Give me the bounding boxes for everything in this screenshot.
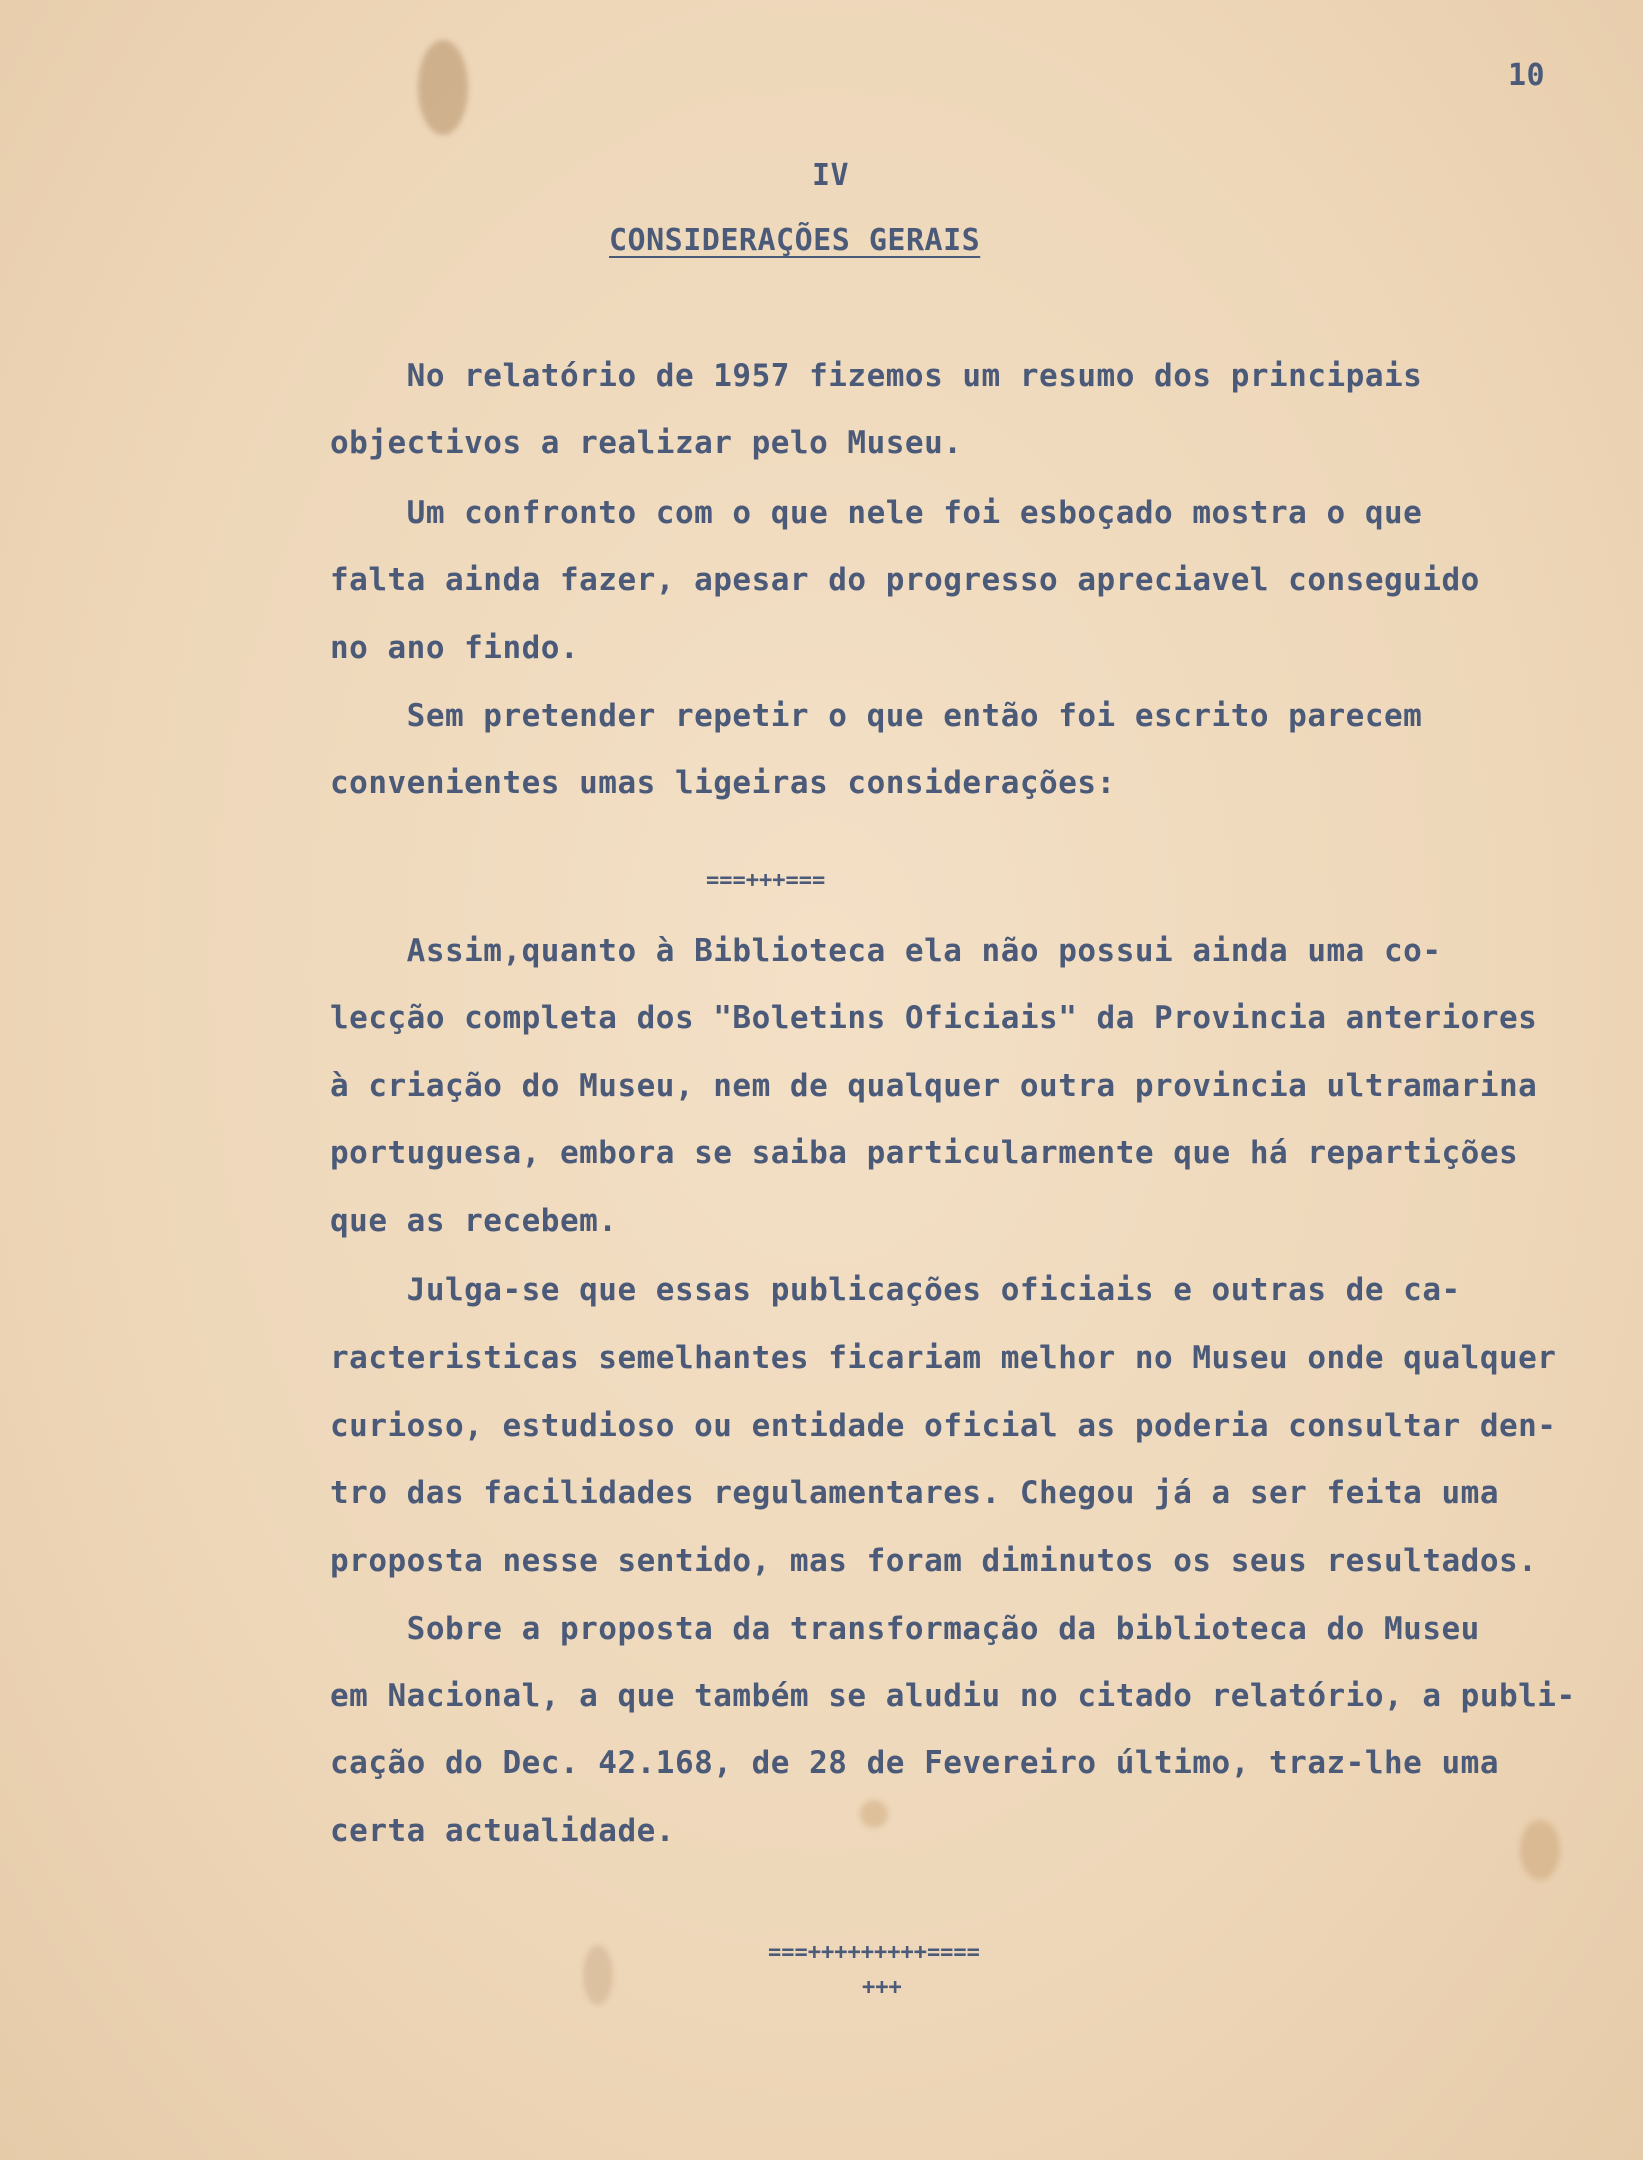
text-line: em Nacional, a que também se aludiu no citado relatório, a publi- xyxy=(330,1678,1576,1714)
text-line: lecção completa dos "Boletins Oficiais" da Provincia anteriores xyxy=(330,1000,1538,1036)
text-line: Julga-se que essas publicações oficiais e outras de ca- xyxy=(330,1272,1461,1308)
text-line: proposta nesse sentido, mas foram diminutos os seus resultados. xyxy=(330,1543,1538,1579)
text-line: certa actualidade. xyxy=(330,1813,675,1849)
stain-mark xyxy=(583,1945,613,2005)
text-line: objectivos a realizar pelo Museu. xyxy=(330,425,963,461)
stain-mark xyxy=(418,40,468,135)
text-line: à criação do Museu, nem de qualquer outra provincia ultramarina xyxy=(330,1068,1538,1104)
text-line: Sem pretender repetir o que então foi escrito parecem xyxy=(330,698,1423,734)
text-line: tro das facilidades regulamentares. Chegou já a ser feita uma xyxy=(330,1475,1499,1511)
text-line: falta ainda fazer, apesar do progresso apreciavel conseguido xyxy=(330,562,1480,598)
text-line: curioso, estudioso ou entidade oficial as poderia consultar den- xyxy=(330,1408,1557,1444)
page-number: 10 xyxy=(1508,58,1546,93)
text-line: Assim,quanto à Biblioteca ela não possui ainda uma co- xyxy=(330,933,1442,969)
text-line: cação do Dec. 42.168, de 28 de Fevereiro último, traz-lhe uma xyxy=(330,1745,1499,1781)
stain-mark xyxy=(1520,1820,1560,1880)
section-numeral: IV xyxy=(812,158,850,193)
section-heading: CONSIDERAÇÕES GERAIS xyxy=(609,223,981,258)
text-line: racteristicas semelhantes ficariam melhor no Museu onde qualquer xyxy=(330,1340,1557,1376)
text-line: que as recebem. xyxy=(330,1203,618,1239)
stain-mark xyxy=(860,1800,888,1828)
text-line: Um confronto com o que nele foi esboçado mostra o que xyxy=(330,495,1423,531)
text-line: no ano findo. xyxy=(330,630,580,666)
separator-end-1: ===+++++++++==== xyxy=(768,1940,980,1965)
separator-end-2: +++ xyxy=(862,1975,902,2000)
text-line: convenientes umas ligeiras considerações: xyxy=(330,765,1116,801)
text-line: Sobre a proposta da transformação da biblioteca do Museu xyxy=(330,1611,1480,1647)
text-line: portuguesa, embora se saiba particularmente que há repartições xyxy=(330,1135,1519,1171)
separator-middle: ===+++=== xyxy=(706,868,826,893)
text-line: No relatório de 1957 fizemos um resumo dos principais xyxy=(330,358,1423,394)
